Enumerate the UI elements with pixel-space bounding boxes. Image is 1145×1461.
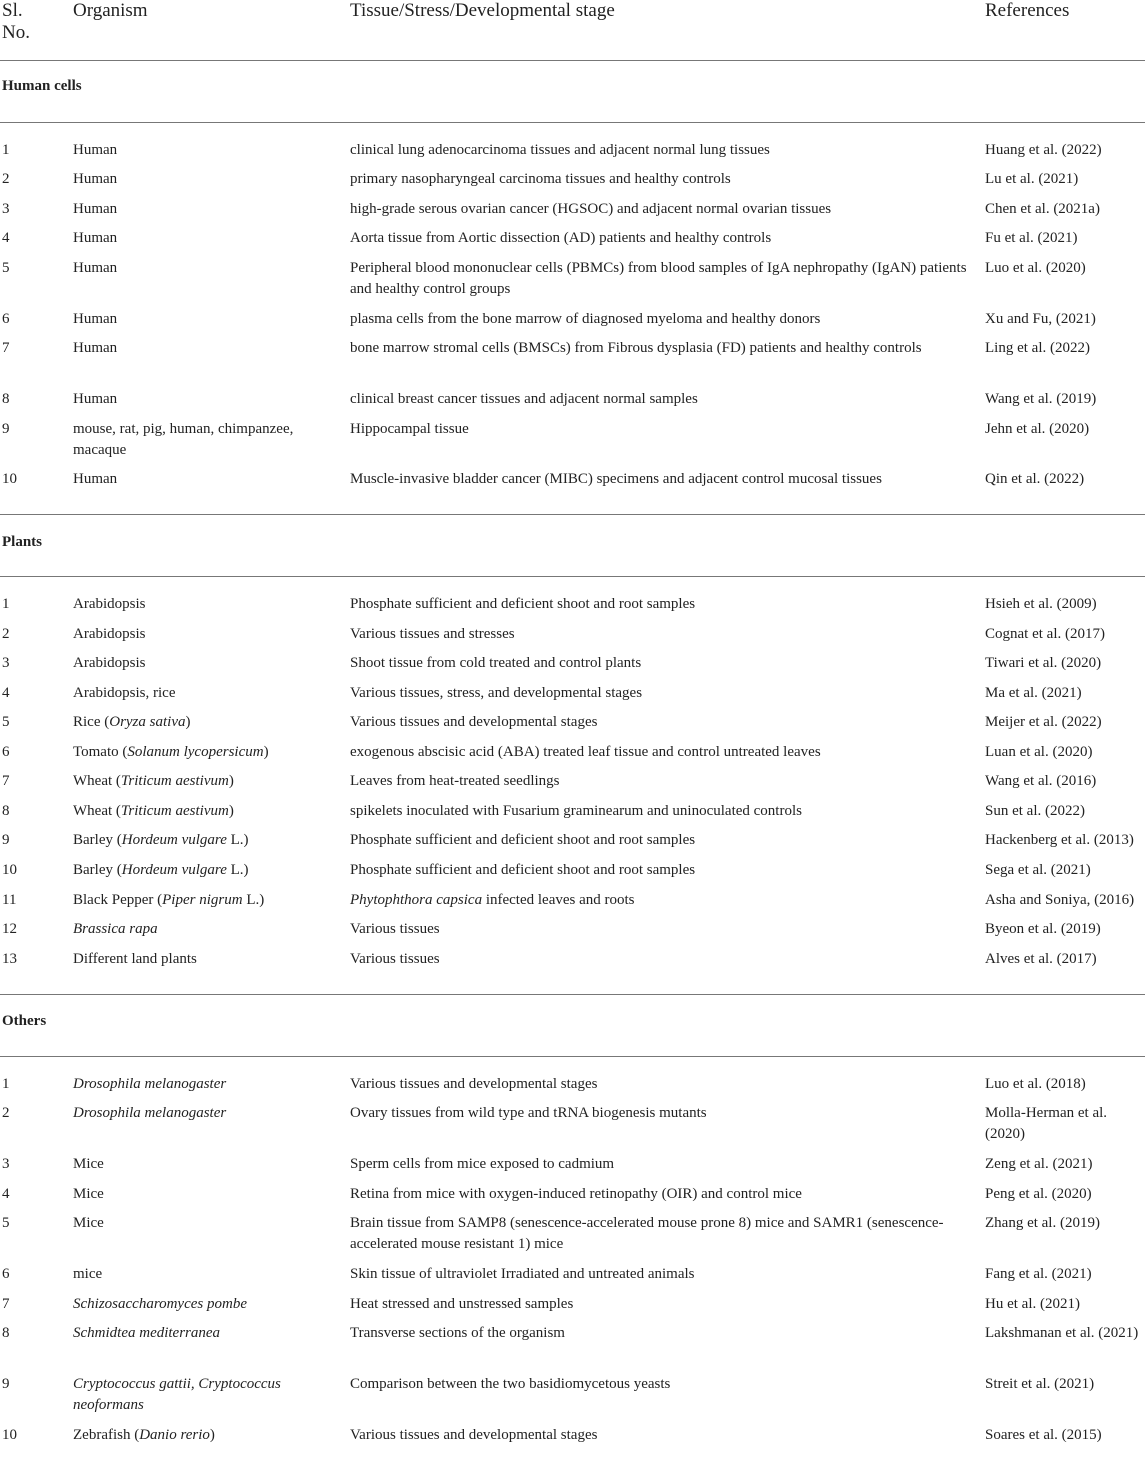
section-rule xyxy=(0,514,1145,515)
section-rule xyxy=(0,994,1145,995)
section-title-human-cells: Human cells xyxy=(2,78,82,94)
header-sl-no: Sl. No. xyxy=(2,0,30,43)
section-rule xyxy=(0,1056,1145,1057)
header-organism: Organism xyxy=(73,0,148,21)
header-references: References xyxy=(985,0,1070,21)
header-rule xyxy=(0,60,1145,61)
section-rule xyxy=(0,576,1145,577)
section-rule xyxy=(0,122,1145,123)
section-title-others: Others xyxy=(2,1013,47,1029)
reference-table: Sl. No. Organism Tissue/Stress/Developmental stage References Human cells 1 Human clinical lung adenocarcinoma tissues and adjacent normal lung tissues Huang et al. (2022) 2 Human primary nasopharyngeal carcinoma tissues and healthy controls Lu et al. (2021) 3 Human high-grade serous ovarian cancer (HGSOC) and adjacent normal ovarian tissues Chen et al. (2021a) 4 Human Aorta tissue from Aortic dissection (AD) patients and healthy controls Fu et al. (2021) 5 Human Peripheral blood mononuclear cells (PBMCs) from blood samples of IgA nephropathy (IgAN) patients and healthy control groups Luo et al. (2020) 6 Human plasma cells from the bone marrow of diagnosed myeloma and healthy donors Xu and Fu, (2021) 7 Human bone marrow stromal cells (BMSCs) from Fibrous dysplasia (FD) patients and healthy controls Ling et al. (2022) 8 Human clinical breast cancer tissues and adjacent normal samples Wang et al. (2019) 9 mouse, rat, pig, human, chimpanzee, macaque Hippocampal tissue Jehn et al. (2020) 10 Human Muscle-invasive bladder cancer (MIBC) specimens and adjacent control mucosal tissues Qin et al. (2022) Plants 1 Arabidopsis Phosphate sufficient and deficient shoot and root samples Hsieh et al. (2009) 2 Arabidopsis Various tissues and stresses Cognat et al. (2017) 3 Arabidopsis Shoot tissue from cold treated and control plants Tiwari et al. (2020) 4 Arabidopsis, rice Various tissues, stress, and developmental stages Ma et al. (2021) 5 Rice (Oryza sativa) Various tissues and developmental stages Meijer et al. (2022) 6 Tomato (Solanum lycopersicum) exogenous abscisic acid (ABA) treated leaf tissue and control untreated leaves Luan et al. (2020) 7 Wheat (Triticum aestivum) Leaves from heat-treated seedlings Wang et al. (2016) 8 Wheat (Triticum aestivum) spikelets inoculated with Fusarium graminearum and uninoculated controls Sun et al. (2022) 9 Barley (Hordeum vulgare L.) Phosphate sufficient and deficient shoot and root samples Hackenberg et al. (2013) 10 Barley (Hordeum vulgare L.) Phosphate sufficient and deficient shoot and root samples Sega et al. (2021) 11 Black Pepper (Piper nigrum L.) Phytophthora capsica infected leaves and roots Asha and Soniya, (2016) 12 Brassica rapa Various tissues Byeon et al. (2019) 13 Different land plants Various tissues Alves et al. (2017) Others 1 Drosophila melanogaster Various tissues and developmental stages Luo et al. (2018) 2 Drosophila melanogaster Ovary tissues from wild type and tRNA biogenesis mutants Molla-Herman et al. (2020) 3 Mice Sperm cells from mice exposed to cadmium Zeng et al. (2021) 4 Mice Retina from mice with oxygen-induced retinopathy (OIR) and control mice Peng et al. (2020) 5 Mice Brain tissue from SAMP8 (senescence-accelerated mouse prone 8) mice and SAMR1 (senescence-accelerated mouse resistant 1) mice Zhang et al. (2019) 6 mice Skin tissue of ultraviolet Irradiated and untreated animals Fang et al. (2021) 7 Schizosaccharomyces pombe Heat stressed and unstressed samples Hu et al. (2021) 8 Schmidtea mediterranea Transverse sections of the organism Lakshmanan et al. (2021) 9 Cryptococcus gattii, Cryptococcus neoformans Comparison between the two basidiomycetous yeasts Streit et al. (2021) 10 Zebrafish (Danio rerio) Various tissues and developmental stages Soares et al. (2015) xyxy=(0,0,1145,1461)
section-title-plants: Plants xyxy=(2,534,43,550)
header-tissue: Tissue/Stress/Developmental stage xyxy=(350,0,615,21)
